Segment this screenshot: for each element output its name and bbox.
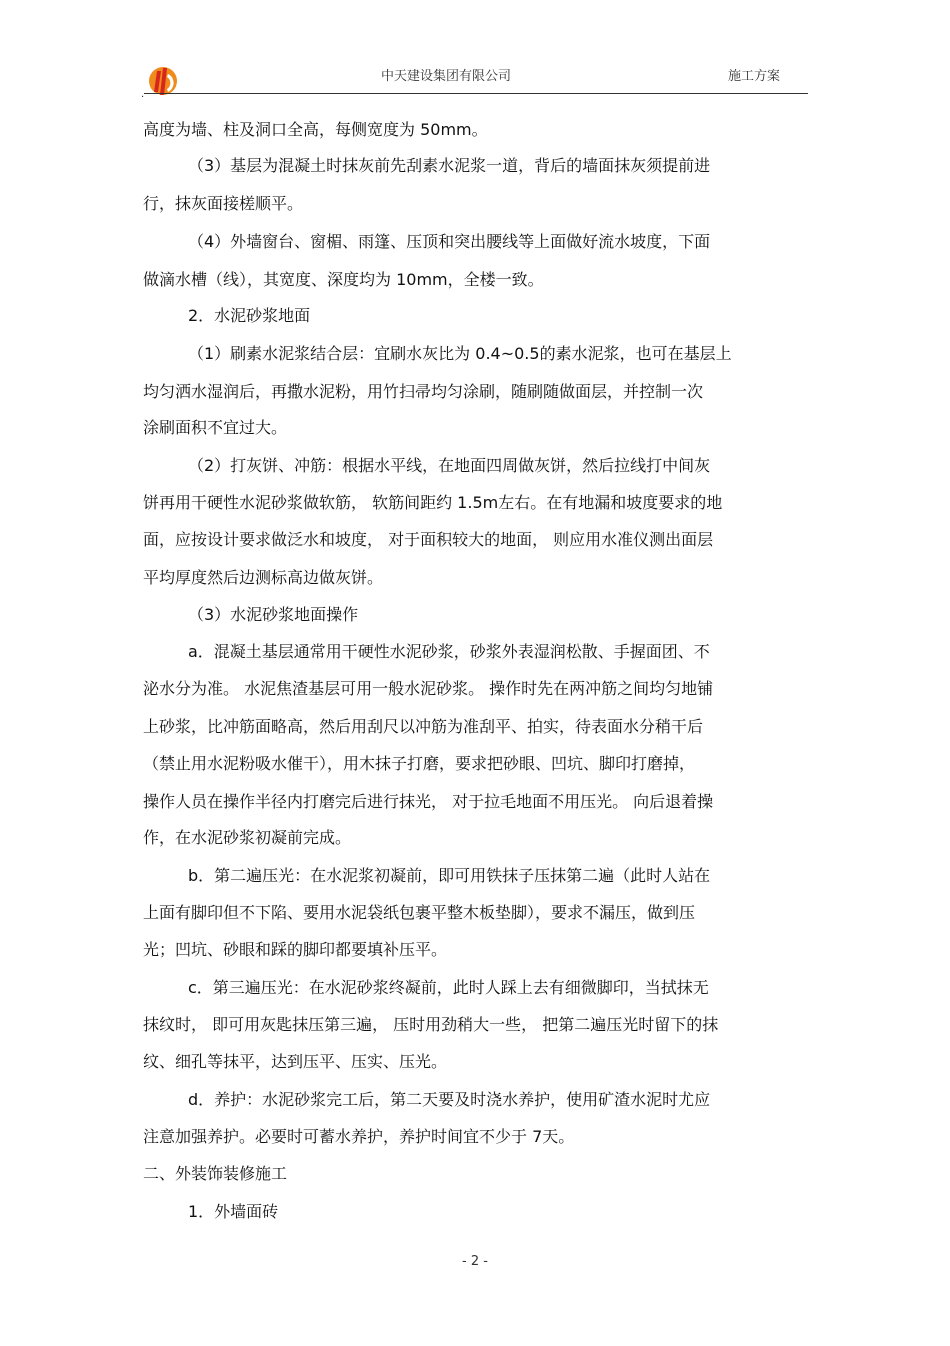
header-document-type: 施工方案 — [728, 69, 781, 84]
section-heading: 2．水泥砂浆地面 — [188, 306, 311, 325]
header-dot: . — [141, 89, 145, 100]
body-line: 均匀洒水湿润后，再撒水泥粉，用竹扫帚均匀涂刷，随刷随做面层，并控制一次 — [143, 382, 704, 401]
body-line: （4）外墙窗台、窗楣、雨篷、压顶和突出腰线等上面做好流水坡度，下面 — [188, 232, 711, 251]
body-line: 做滴水槽（线），其宽度、深度均为 10mm，全楼一致。 — [143, 270, 544, 289]
body-line: 涂刷面积不宜过大。 — [143, 418, 288, 437]
body-line: （禁止用水泥粉吸水催干），用木抹子打磨，要求把砂眼、凹坑、脚印打磨掉， — [143, 754, 696, 773]
body-line: 上砂浆，比冲筋面略高，然后用刮尺以冲筋为准刮平、拍实，待表面水分稍干后 — [143, 717, 704, 736]
body-line: c．第三遍压光：在水泥砂浆终凝前，此时人踩上去有细微脚印，当拭抹无 — [188, 978, 709, 997]
body-line: b．第二遍压光：在水泥浆初凝前，即可用铁抹子压抹第二遍（此时人站在 — [188, 866, 711, 885]
body-line: 纹、细孔等抹平，达到压平、压实、压光。 — [143, 1052, 448, 1071]
body-line: 泌水分为准。 水泥焦渣基层可用一般水泥砂浆。 操作时先在两冲筋之间均匀地铺 — [143, 679, 714, 698]
header-company-name: 中天建设集团有限公司 — [381, 69, 512, 84]
body-line: 光；凹坑、砂眼和踩的脚印都要填补压平。 — [143, 940, 448, 959]
body-line: 行，抹灰面接槎顺平。 — [143, 194, 304, 213]
section-heading: 1．外墙面砖 — [188, 1202, 279, 1221]
body-line: 上面有脚印但不下陷、要用水泥袋纸包裹平整木板垫脚），要求不漏压，做到压 — [143, 903, 696, 922]
body-line: 作，在水泥砂浆初凝前完成。 — [143, 828, 352, 847]
body-line: d．养护：水泥砂浆完工后，第二天要及时浇水养护，使用矿渣水泥时尤应 — [188, 1090, 711, 1109]
body-line: 操作人员在操作半径内打磨完后进行抹光， 对于拉毛地面不用压光。 向后退着操 — [143, 792, 714, 811]
body-line: a．混凝土基层通常用干硬性水泥砂浆，砂浆外表湿润松散、手握面团、不 — [188, 642, 710, 661]
page-number: - 2 - — [462, 1254, 488, 1269]
header-divider — [144, 93, 808, 94]
body-line: 饼再用干硬性水泥砂浆做软筋， 软筋间距约 1.5m左右。在有地漏和坡度要求的地 — [143, 493, 723, 512]
body-line: 抹纹时， 即可用灰匙抹压第三遍， 压时用劲稍大一些， 把第二遍压光时留下的抹 — [143, 1015, 719, 1034]
body-line: （2）打灰饼、冲筋：根据水平线，在地面四周做灰饼，然后拉线打中间灰 — [188, 456, 711, 475]
body-line: 注意加强养护。必要时可蓄水养护，养护时间宜不少于 7天。 — [143, 1127, 575, 1146]
body-line: （1）刷素水泥浆结合层：宜刷水灰比为 0.4~0.5的素水泥浆，也可在基层上 — [188, 344, 732, 363]
body-line: 平均厚度然后边测标高边做灰饼。 — [143, 568, 384, 587]
body-line: 面，应按设计要求做泛水和坡度， 对于面积较大的地面， 则应用水准仪测出面层 — [143, 530, 714, 549]
chapter-heading: 二、外装饰装修施工 — [143, 1164, 288, 1183]
body-line: 高度为墙、柱及洞口全高，每侧宽度为 50mm。 — [143, 120, 488, 139]
body-line: （3）基层为混凝土时抹灰前先刮素水泥浆一道，背后的墙面抹灰须提前进 — [188, 156, 711, 175]
subsection-heading: （3）水泥砂浆地面操作 — [188, 605, 359, 624]
